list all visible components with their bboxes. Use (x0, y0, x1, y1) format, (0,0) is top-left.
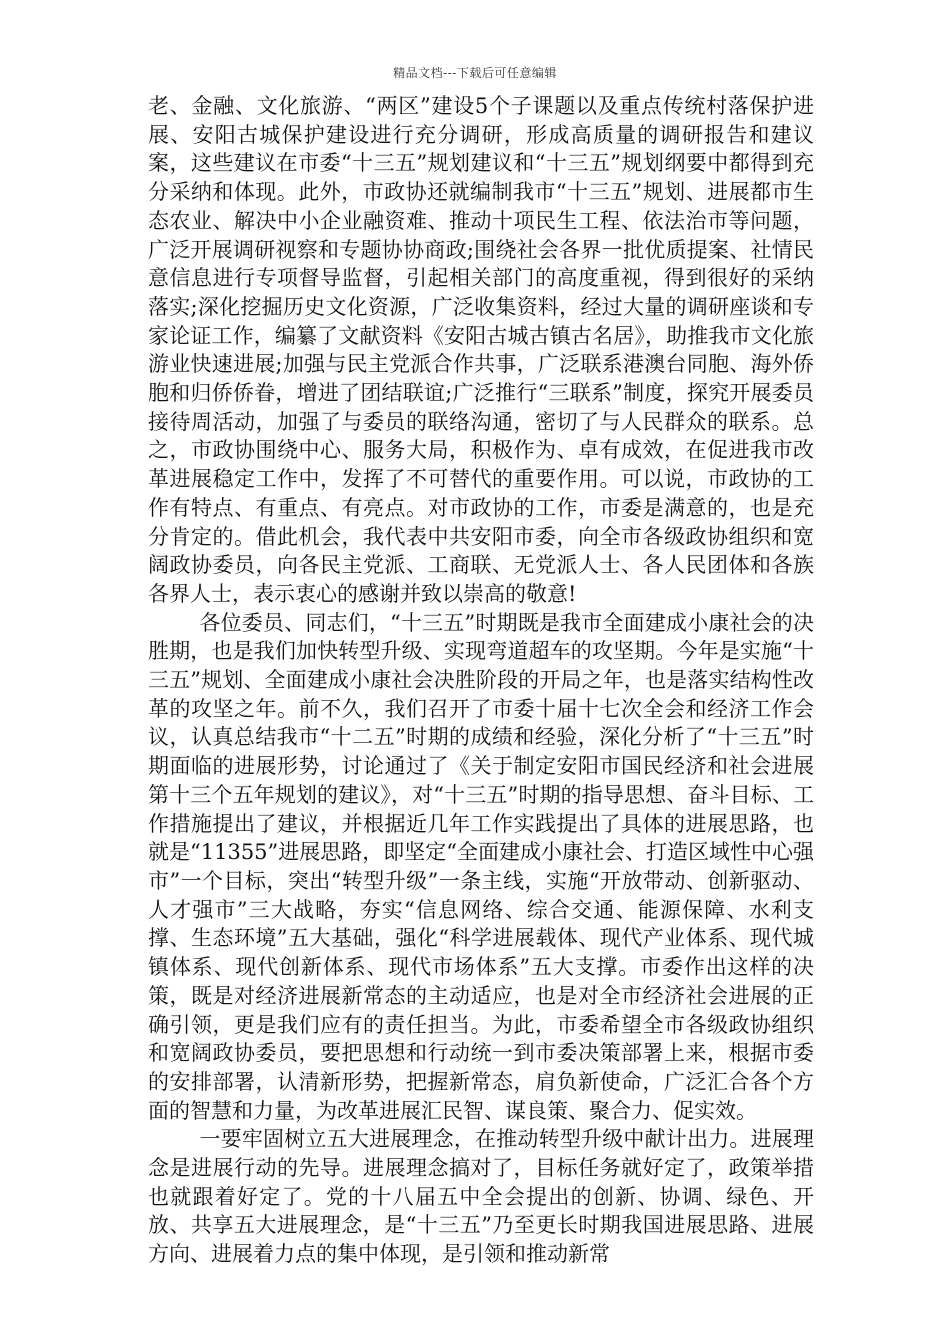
paragraph-3: 一要牢固树立五大进展理念，在推动转型升级中献计出力。进展理念是进展行动的先导。进展理念搞对了，目标任务就好定了，政策举措也就跟着好定了。党的十八届五中全会提出的创新、协调、绿色、开放、共享五大进展理念，是“十三五”乃至更长时期我国进展思路、进展方向、进展着力点的集中体现，是引领和推动新常 (148, 1127, 814, 1267)
paragraph-1: 老、金融、文化旅游、“两区”建设5个子课题以及重点传统村落保护进展、安阳古城保护建设进行充分调研，形成高质量的调研报告和建议案，这些建议在市委“十三五”规划建议和“十三五”规划纲要中都得到充分采纳和体现。此外，市政协还就编制我市“十三五”规划、进展都市生态农业、解决中小企业融资难、推动十项民生工程、依法治市等问题，广泛开展调研视察和专题协协商政;围绕社会各界一批优质提案、社情民意信息进行专项督导监督，引起相关部门的高度重视，得到很好的采纳落实;深化挖掘历史文化资源，广泛收集资料，经过大量的调研座谈和专家论证工作，编纂了文献资料《安阳古城古镇古名居》，助推我市文化旅游业快速进展;加强与民主党派合作共事，广泛联系港澳台同胞、海外侨胞和归侨侨眷，增进了团结联谊;广泛推行“三联系”制度，探究开展委员接待周活动，加强了与委员的联络沟通，密切了与人民群众的联系。总之，市政协围绕中心、服务大局，积极作为、卓有成效，在促进我市改革进展稳定工作中，发挥了不可替代的重要作用。可以说，市政协的工作有特点、有重点、有亮点。对市政协的工作，市委是满意的，也是充分肯定的。借此机会，我代表中共安阳市委，向全市各级政协组织和宽阔政协委员，向各民主党派、工商联、无党派人士、各人民团体和各族各界人士，表示衷心的感谢并致以崇高的敬意! (148, 94, 814, 606)
paragraph-2: 各位委员、同志们，“十三五”时期既是我市全面建成小康社会的决胜期，也是我们加快转型升级、实现弯道超车的攻坚期。今年是实施“十三五”规划、全面建成小康社会决胜阶段的开局之年，也是落实结构性改革的攻坚之年。前不久，我们召开了市委十届十七次全会和经济工作会议，认真总结我市“十二五”时期的成绩和经验，深化分析了“十三五”时期面临的进展形势，讨论通过了《关于制定安阳市国民经济和社会进展第十三个五年规划的建议》，对“十三五”时期的指导思想、奋斗目标、工作措施提出了建议，并根据近几年工作实践提出了具体的进展思路，也就是“11355”进展思路，即坚定“全面建成小康社会、打造区域性中心强市”一个目标，突出“转型升级”一条主线，实施“开放带动、创新驱动、人才强市”三大战略，夯实“信息网络、综合交通、能源保障、水利支撑、生态环境”五大基础，强化“科学进展载体、现代产业体系、现代城镇体系、现代创新体系、现代市场体系”五大支撑。市委作出这样的决策，既是对经济进展新常态的主动适应，也是对全市经济社会进展的正确引领，更是我们应有的责任担当。为此，市委希望全市各级政协组织和宽阔政协委员，要把思想和行动统一到市委决策部署上来，根据市委的安排部署，认清新形势，把握新常态，肩负新使命，广泛汇合各个方面的智慧和力量，为改革进展汇民智、谋良策、聚合力、促实效。 (148, 610, 815, 1123)
document-body (148, 92, 814, 1269)
page-header: 精品文档---下载后可任意编辑 (393, 66, 557, 80)
